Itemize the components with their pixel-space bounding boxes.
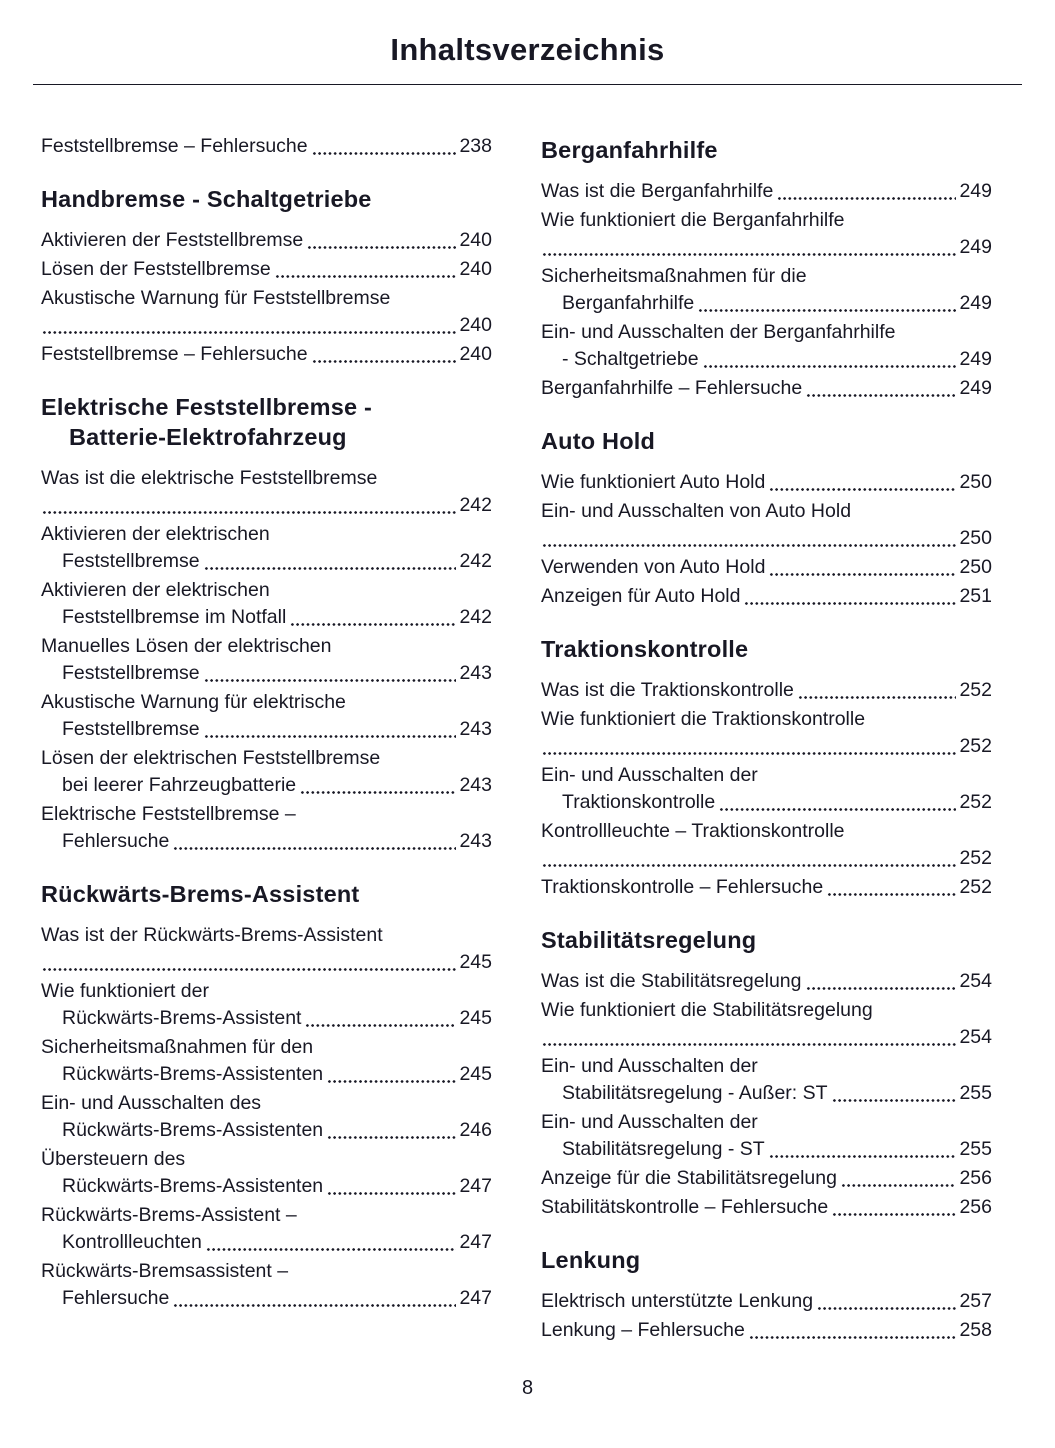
toc-entry-last-line <box>541 1317 992 1344</box>
toc-entry-text: Rückwärts-Brems-Assistent – <box>41 1204 297 1226</box>
toc-entry-page-number: 256 <box>959 1167 992 1189</box>
toc-entry-text: Anzeige für die Stabilitätsregelung <box>541 1167 837 1189</box>
section-heading-line: Auto Hold <box>541 428 656 454</box>
toc-entry-page-number: 252 <box>959 791 992 813</box>
toc-entry-text: Feststellbremse <box>62 718 200 740</box>
toc-entry <box>41 745 492 799</box>
toc-entry-last-line <box>541 1024 992 1051</box>
toc-entry-text: - Schaltgetriebe <box>562 348 699 370</box>
dot-leader <box>769 487 956 492</box>
page-header <box>33 30 1022 85</box>
toc-entry-text: Ein- und Ausschalten der <box>541 1111 758 1133</box>
toc-entry-last-line <box>541 525 992 552</box>
toc-entry-last-line <box>41 548 492 575</box>
dot-leader <box>327 1135 456 1140</box>
toc-entry-last-line <box>41 227 492 254</box>
toc-entry-last-line <box>541 375 992 402</box>
dot-leader <box>275 274 457 279</box>
page-number: 8 <box>521 1377 534 1399</box>
toc-entry <box>41 1258 492 1312</box>
toc-entry-text: Ein- und Ausschalten der Berganfahrhilfe <box>541 321 896 343</box>
dot-leader <box>698 308 956 313</box>
dot-leader <box>777 196 956 201</box>
toc-entry <box>41 285 492 339</box>
toc-entry-text: Rückwärts-Bremsassistent – <box>41 1260 289 1282</box>
dot-leader <box>542 863 956 868</box>
toc-entry-last-line <box>541 178 992 205</box>
dot-leader <box>42 510 456 515</box>
toc-entry-page-number: 242 <box>459 606 492 628</box>
toc-entry <box>41 1034 492 1088</box>
toc-entry-text: Rückwärts-Brems-Assistent <box>62 1007 302 1029</box>
toc-entry-text: Was ist die elektrische Feststellbremse <box>41 467 378 489</box>
section-heading <box>41 184 492 214</box>
toc-entry-last-line <box>41 1005 492 1032</box>
section-heading <box>541 1245 992 1275</box>
toc-entry-last-line <box>41 1173 492 1200</box>
toc-entry <box>541 263 992 317</box>
toc-entry-page-number: 249 <box>959 236 992 258</box>
toc-entry-last-line <box>541 346 992 373</box>
toc-entry <box>541 968 992 995</box>
toc-entry-text: Stabilitätsregelung - Außer: ST <box>562 1082 828 1104</box>
section-heading <box>541 426 992 456</box>
toc-entry-page-number: 247 <box>459 1175 492 1197</box>
toc-entry-page-number: 255 <box>959 1138 992 1160</box>
dot-leader <box>542 543 956 548</box>
section-heading-line: Berganfahrhilfe <box>541 137 718 163</box>
toc-entry-last-line <box>41 828 492 855</box>
toc-entry <box>541 762 992 816</box>
toc-entry-text: Lösen der Feststellbremse <box>41 258 271 280</box>
toc-entry-page-number: 242 <box>459 550 492 572</box>
toc-entry-text: Rückwärts-Brems-Assistenten <box>62 1175 324 1197</box>
toc-entry-text: Rückwärts-Brems-Assistenten <box>62 1063 324 1085</box>
toc-entry-text: Elektrische Feststellbremse – <box>41 803 296 825</box>
section-heading-line: Batterie-Elektrofahrzeug <box>69 424 347 450</box>
toc-entry-text: Aktivieren der Feststellbremse <box>41 229 304 251</box>
toc-entry <box>541 1317 992 1344</box>
toc-entry <box>541 818 992 872</box>
toc-entry-text: Kontrollleuchten <box>62 1231 202 1253</box>
dot-leader <box>542 1042 956 1047</box>
toc-entry-last-line <box>541 845 992 872</box>
toc-entry <box>541 207 992 261</box>
dot-leader <box>204 678 457 683</box>
toc-entry <box>41 922 492 976</box>
toc-entry-page-number: 252 <box>959 679 992 701</box>
toc-entry-last-line <box>41 341 492 368</box>
toc-entry-last-line <box>41 1117 492 1144</box>
toc-entry <box>41 978 492 1032</box>
toc-entry <box>41 256 492 283</box>
section-heading-line: Handbremse - Schaltgetriebe <box>41 186 372 212</box>
toc-entry <box>541 375 992 402</box>
toc-entry-last-line <box>541 234 992 261</box>
section-heading <box>541 135 992 165</box>
toc-entry-page-number: 254 <box>959 970 992 992</box>
toc-entry-last-line <box>41 312 492 339</box>
section-heading-line: Rückwärts-Brems-Assistent <box>41 881 360 907</box>
toc-entry-page-number: 243 <box>459 718 492 740</box>
dot-leader <box>744 601 956 606</box>
dot-leader <box>827 892 956 897</box>
toc-entry-text: Wie funktioniert der <box>41 980 209 1002</box>
dot-leader <box>542 751 956 756</box>
toc-entry-text: Ein- und Ausschalten von Auto Hold <box>541 500 852 522</box>
toc-entry-page-number: 251 <box>959 585 992 607</box>
toc-entry-text: Kontrollleuchte – Traktionskontrolle <box>541 820 845 842</box>
toc-entry <box>41 521 492 575</box>
toc-entry-page-number: 238 <box>459 135 492 157</box>
toc-entry-last-line <box>41 1061 492 1088</box>
toc-entry <box>41 801 492 855</box>
toc-entry-page-number: 240 <box>459 229 492 251</box>
toc-entry-last-line <box>541 874 992 901</box>
toc-entry-last-line <box>541 789 992 816</box>
toc-entry <box>541 1194 992 1221</box>
toc-entry <box>541 583 992 610</box>
toc-entry-text: Wie funktioniert die Stabilitätsregelung <box>541 999 873 1021</box>
toc-entry-text: Stabilitätsregelung - ST <box>562 1138 765 1160</box>
toc-entry-last-line <box>541 583 992 610</box>
toc-entry <box>41 227 492 254</box>
dot-leader <box>305 1023 456 1028</box>
toc-column-right <box>541 133 992 1346</box>
toc-entry-page-number: 243 <box>459 774 492 796</box>
toc-entry-text: Verwenden von Auto Hold <box>541 556 766 578</box>
toc-entry-last-line <box>41 133 492 160</box>
toc-entry-text: Elektrisch unterstützte Lenkung <box>541 1290 814 1312</box>
dot-leader <box>719 807 956 812</box>
toc-entry-text: Berganfahrhilfe <box>562 292 695 314</box>
toc-entry-page-number: 249 <box>959 377 992 399</box>
toc-entry <box>41 133 492 160</box>
toc-entry-page-number: 252 <box>959 847 992 869</box>
toc-entry <box>541 319 992 373</box>
toc-entry-page-number: 240 <box>459 343 492 365</box>
toc-entry <box>541 677 992 704</box>
toc-entry-last-line <box>41 1229 492 1256</box>
toc-entry-text: Was ist die Berganfahrhilfe <box>541 180 774 202</box>
toc-entry-text: Anzeigen für Auto Hold <box>541 585 741 607</box>
toc-entry <box>41 341 492 368</box>
section-heading-line: Lenkung <box>541 1247 641 1273</box>
section-heading <box>41 392 492 452</box>
toc-entry-last-line <box>541 677 992 704</box>
dot-leader <box>206 1247 457 1252</box>
toc-entry-text: Wie funktioniert die Berganfahrhilfe <box>541 209 845 231</box>
dot-leader <box>42 330 456 335</box>
dot-leader <box>769 1154 957 1159</box>
toc-entry-last-line <box>41 256 492 283</box>
dot-leader <box>798 695 957 700</box>
toc-entry-text: bei leerer Fahrzeugbatterie <box>62 774 297 796</box>
toc-entry-page-number: 250 <box>959 556 992 578</box>
toc-entry-page-number: 249 <box>959 348 992 370</box>
toc-entry-text: Lösen der elektrischen Feststellbremse <box>41 747 381 769</box>
toc-entry-last-line <box>541 1194 992 1221</box>
toc-entry-text: Ein- und Ausschalten der <box>541 764 758 786</box>
toc-entry <box>41 633 492 687</box>
toc-entry-text: Feststellbremse – Fehlersuche <box>41 135 308 157</box>
toc-entry-text: Was ist die Traktionskontrolle <box>541 679 794 701</box>
toc-entry-text: Wie funktioniert die Traktionskontrolle <box>541 708 866 730</box>
toc-entry-last-line <box>41 604 492 631</box>
toc-entry-page-number: 249 <box>959 180 992 202</box>
toc-entry <box>541 1053 992 1107</box>
toc-entry-page-number: 257 <box>959 1290 992 1312</box>
toc-entry-last-line <box>541 1136 992 1163</box>
toc-entry <box>541 1288 992 1315</box>
toc-entry-page-number: 247 <box>459 1287 492 1309</box>
toc-entry-last-line <box>541 1288 992 1315</box>
toc-entry-text: Traktionskontrolle – Fehlersuche <box>541 876 824 898</box>
dot-leader <box>327 1079 456 1084</box>
toc-entry-text: Ein- und Ausschalten der <box>541 1055 758 1077</box>
toc-column-left <box>41 133 492 1346</box>
toc-entry-last-line <box>41 772 492 799</box>
toc-entry-last-line <box>541 733 992 760</box>
toc-entry-text: Traktionskontrolle <box>562 791 716 813</box>
toc-entry-page-number: 240 <box>459 314 492 336</box>
toc-entry-page-number: 243 <box>459 830 492 852</box>
toc-entry-text: Akustische Warnung für elektrische <box>41 691 346 713</box>
toc-entry-text: Wie funktioniert Auto Hold <box>541 471 766 493</box>
toc-entry-page-number: 250 <box>959 471 992 493</box>
toc-entry-page-number: 249 <box>959 292 992 314</box>
toc-entry-page-number: 254 <box>959 1026 992 1048</box>
toc-entry-page-number: 246 <box>459 1119 492 1141</box>
toc-entry <box>541 498 992 552</box>
toc-entry-last-line <box>41 660 492 687</box>
toc-entry-text: Aktivieren der elektrischen <box>41 523 270 545</box>
toc-entry <box>41 577 492 631</box>
toc-entry-text: Stabilitätskontrolle – Fehlersuche <box>541 1196 829 1218</box>
dot-leader <box>307 245 456 250</box>
toc-entry-last-line <box>41 949 492 976</box>
dot-leader <box>769 572 956 577</box>
dot-leader <box>817 1306 956 1311</box>
dot-leader <box>42 967 456 972</box>
dot-leader <box>832 1098 957 1103</box>
toc-entry <box>541 706 992 760</box>
dot-leader <box>290 622 456 627</box>
toc-entry-page-number: 247 <box>459 1231 492 1253</box>
toc-entry <box>541 874 992 901</box>
toc-entry-last-line <box>541 290 992 317</box>
toc-entry-page-number: 252 <box>959 876 992 898</box>
toc-entry-text: Sicherheitsmaßnahmen für die <box>541 265 807 287</box>
toc-entry-text: Feststellbremse – Fehlersuche <box>41 343 308 365</box>
dot-leader <box>841 1183 957 1188</box>
toc-entry-text: Feststellbremse im Notfall <box>62 606 287 628</box>
dot-leader <box>806 393 956 398</box>
toc-entry-page-number: 243 <box>459 662 492 684</box>
toc-entry <box>541 554 992 581</box>
section-heading <box>541 925 992 955</box>
toc-entry-text: Ein- und Ausschalten des <box>41 1092 262 1114</box>
toc-entry-last-line <box>541 469 992 496</box>
dot-leader <box>204 566 457 571</box>
toc-entry-text: Manuelles Lösen der elektrischen <box>41 635 332 657</box>
dot-leader <box>749 1335 957 1340</box>
dot-leader <box>703 364 957 369</box>
section-heading-line: Elektrische Feststellbremse - <box>41 394 373 420</box>
toc-entry <box>41 689 492 743</box>
dot-leader <box>312 151 457 156</box>
toc-entry-page-number: 240 <box>459 258 492 280</box>
toc-entry-page-number: 242 <box>459 494 492 516</box>
toc-entry-page-number: 245 <box>459 1063 492 1085</box>
toc-entry-text: Rückwärts-Brems-Assistenten <box>62 1119 324 1141</box>
toc-entry-text: Feststellbremse <box>62 662 200 684</box>
toc-entry-last-line <box>541 1165 992 1192</box>
toc-entry-text: Akustische Warnung für Feststellbremse <box>41 287 391 309</box>
page-title: Inhaltsverzeichnis <box>390 32 665 67</box>
toc-entry-text: Übersteuern des <box>41 1148 186 1170</box>
toc-entry-text: Feststellbremse <box>62 550 200 572</box>
toc-entry-text: Was ist die Stabilitätsregelung <box>541 970 802 992</box>
toc-entry-text: Lenkung – Fehlersuche <box>541 1319 745 1341</box>
toc-entry-text: Fehlersuche <box>62 1287 170 1309</box>
dot-leader <box>832 1212 956 1217</box>
toc-entry-last-line <box>41 1285 492 1312</box>
toc-columns <box>33 85 1022 1346</box>
dot-leader <box>806 986 957 991</box>
toc-entry-last-line <box>41 716 492 743</box>
toc-entry-page-number: 258 <box>959 1319 992 1341</box>
toc-entry-last-line <box>41 492 492 519</box>
toc-entry <box>541 997 992 1051</box>
dot-leader <box>542 252 956 257</box>
section-heading <box>41 879 492 909</box>
toc-entry <box>541 178 992 205</box>
toc-entry <box>541 469 992 496</box>
dot-leader <box>327 1191 456 1196</box>
toc-entry-last-line <box>541 968 992 995</box>
section-heading-line: Stabilitätsregelung <box>541 927 757 953</box>
toc-entry-page-number: 255 <box>959 1082 992 1104</box>
dot-leader <box>204 734 457 739</box>
toc-entry <box>541 1165 992 1192</box>
toc-entry <box>541 1109 992 1163</box>
section-heading-line: Traktionskontrolle <box>541 636 749 662</box>
dot-leader <box>300 790 456 795</box>
toc-entry-page-number: 250 <box>959 527 992 549</box>
toc-entry-last-line <box>541 554 992 581</box>
toc-entry-last-line <box>541 1080 992 1107</box>
toc-entry <box>41 1090 492 1144</box>
toc-entry-text: Was ist der Rückwärts-Brems-Assistent <box>41 924 383 946</box>
toc-entry-text: Berganfahrhilfe – Fehlersuche <box>541 377 803 399</box>
toc-entry-page-number: 245 <box>459 1007 492 1029</box>
toc-entry-page-number: 245 <box>459 951 492 973</box>
toc-entry-text: Sicherheitsmaßnahmen für den <box>41 1036 314 1058</box>
dot-leader <box>173 1303 456 1308</box>
toc-entry <box>41 1146 492 1200</box>
toc-entry-page-number: 256 <box>959 1196 992 1218</box>
toc-entry <box>41 465 492 519</box>
toc-entry <box>41 1202 492 1256</box>
dot-leader <box>312 359 457 364</box>
toc-entry-text: Fehlersuche <box>62 830 170 852</box>
section-heading <box>541 634 992 664</box>
toc-entry-text: Aktivieren der elektrischen <box>41 579 270 601</box>
toc-entry-page-number: 252 <box>959 735 992 757</box>
dot-leader <box>173 846 456 851</box>
